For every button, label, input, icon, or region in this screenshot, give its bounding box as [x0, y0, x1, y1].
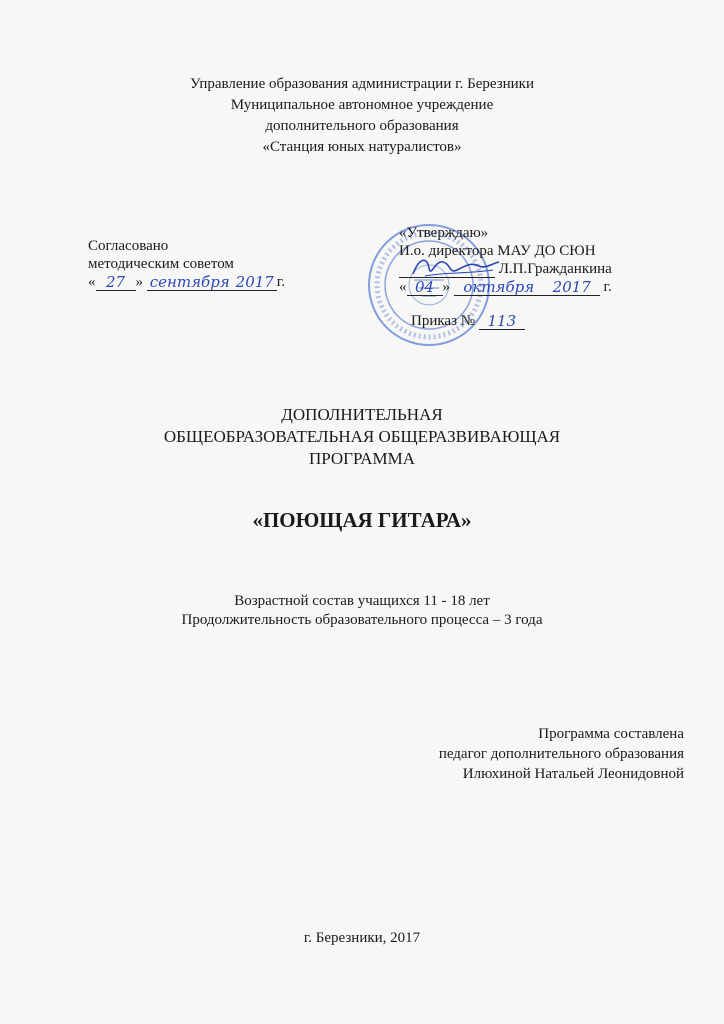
- agreed-label: Согласовано: [88, 238, 169, 254]
- org-line-4: «Станция юных натуралистов»: [262, 139, 462, 155]
- organization-header: [0, 74, 724, 158]
- approved-year-suffix: г.: [603, 279, 612, 295]
- document-title: [0, 404, 724, 470]
- duration: Продолжительность образовательного процесса – 3 года: [181, 612, 543, 628]
- order-label: Приказ №: [411, 313, 476, 329]
- date-open-quote: «: [399, 279, 407, 295]
- council-label: методическим советом: [88, 256, 234, 272]
- approval-director: [399, 224, 612, 330]
- author-line-3: Илюхиной Натальей Леонидовной: [462, 766, 684, 782]
- org-line-3: дополнительного образования: [265, 118, 459, 134]
- date-open-quote: «: [88, 274, 96, 290]
- author-line-1: Программа составлена: [538, 726, 684, 742]
- signature-blank: [399, 260, 495, 278]
- agreed-year-suffix: г.: [276, 274, 285, 290]
- title-line-3: ПРОГРАММА: [308, 449, 416, 468]
- title-line-2: ОБЩЕОБРАЗОВАТЕЛЬНАЯ ОБЩЕРАЗВИВАЮЩАЯ: [163, 427, 561, 446]
- approved-day: 04: [407, 278, 443, 296]
- approval-methodical-council: [88, 237, 285, 291]
- age-range: Возрастной состав учащихся 11 - 18 лет: [234, 593, 490, 609]
- place-and-year: г. Березники, 2017: [303, 930, 421, 946]
- program-name: «ПОЮЩАЯ ГИТАРА»: [252, 508, 472, 532]
- approved-month: октября: [454, 278, 544, 296]
- org-line-1: Управление образования администрации г. Березники: [190, 76, 534, 92]
- date-close-quote: »: [442, 279, 450, 295]
- org-line-2: Муниципальное автономное учреждение: [230, 97, 494, 113]
- agreed-date: [88, 273, 285, 291]
- program-author: [439, 724, 684, 784]
- program-info: [0, 592, 724, 630]
- agreed-year: 2017: [233, 273, 277, 291]
- date-close-quote: »: [135, 274, 143, 290]
- approved-year: 2017: [544, 278, 600, 296]
- signature-line: [399, 260, 612, 278]
- signer-name: Л.П.Гражданкина: [498, 261, 612, 277]
- title-line-1: ДОПОЛНИТЕЛЬНАЯ: [281, 405, 443, 424]
- order-number: 113: [479, 312, 525, 330]
- approved-date: [399, 278, 612, 296]
- agreed-month: сентября: [147, 273, 233, 291]
- author-line-2: педагог дополнительного образования: [438, 746, 684, 762]
- director-title: И.о. директора МАУ ДО СЮН: [399, 243, 596, 259]
- order-line: [399, 312, 612, 330]
- agreed-day: 27: [96, 273, 136, 291]
- approve-label: «Утверждаю»: [399, 225, 489, 241]
